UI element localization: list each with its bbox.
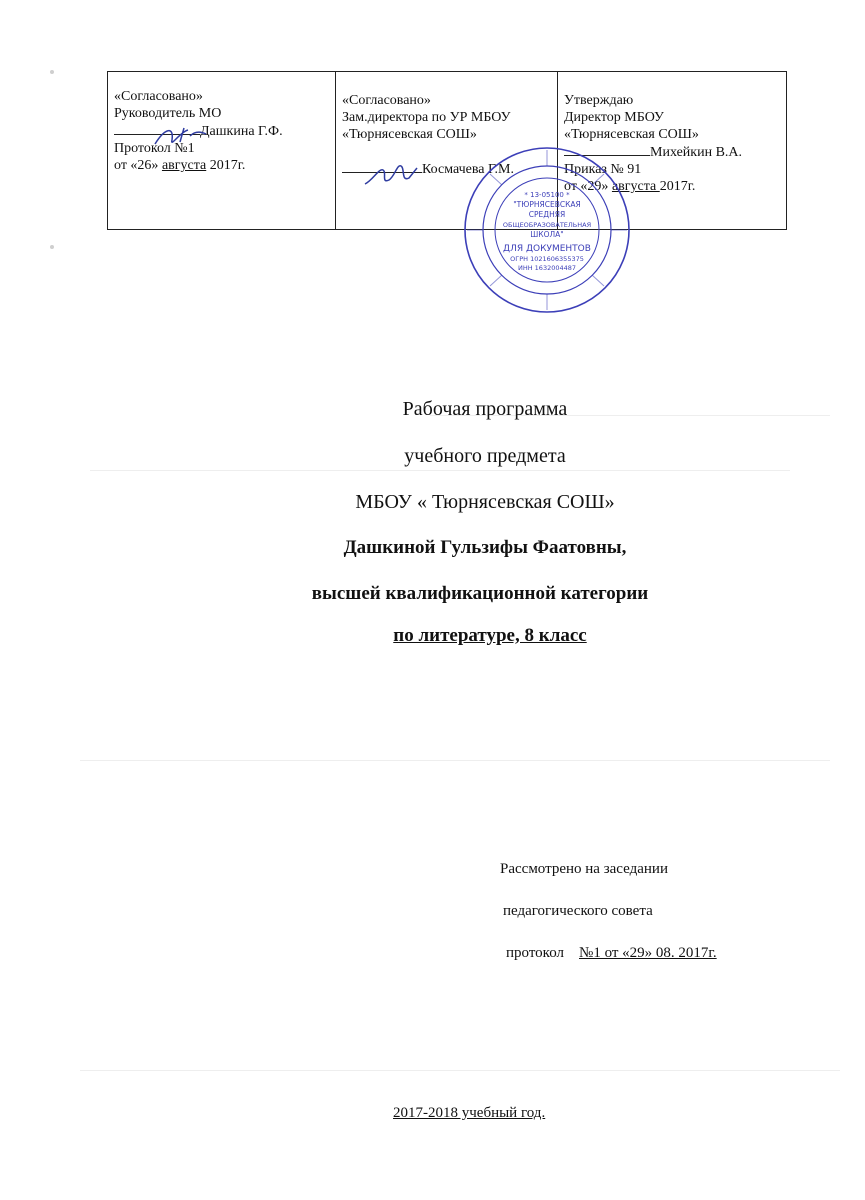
scan-bleed-line [80, 760, 830, 761]
approval-date: от «29» августа 2017г. [564, 179, 696, 194]
reviewed-protocol-value: №1 от «29» 08. 2017г. [579, 945, 717, 961]
punch-hole [50, 70, 54, 74]
stamp-inn: ИНН 1632004487 [517, 264, 577, 272]
school-name-heading: МБОУ « Тюрнясевская СОШ» [355, 491, 615, 513]
teacher-name: Дашкиной Гульзифы Фаатовны, [343, 537, 627, 558]
stamp-line-5: ШКОЛА" [530, 230, 564, 239]
reviewed-line-2: педагогического совета [503, 903, 653, 919]
approval-status: «Согласовано» [114, 89, 203, 104]
approval-date: от «26» августа 2017г. [114, 158, 246, 173]
stamp-line-3: СРЕДНЯЯ [528, 210, 566, 219]
scan-bleed-line [80, 1070, 840, 1071]
approver-position: Директор МБОУ [564, 110, 664, 125]
stamp-ogrn: ОГРН 1021606355375 [510, 255, 584, 263]
approver-position: Руководитель МО [114, 106, 222, 121]
approval-status: «Согласовано» [342, 93, 431, 108]
scan-bleed-line [90, 470, 790, 471]
approver-name: Михейкин В.А. [650, 145, 743, 160]
document-title: Рабочая программа [402, 398, 568, 420]
stamp-line-2: "ТЮРНЯСЕВСКАЯ [513, 200, 581, 209]
school-stamp [462, 145, 632, 315]
approval-cell-mo [108, 72, 335, 229]
approver-signature-line [114, 122, 335, 140]
teacher-category: высшей квалификационной категории [311, 583, 649, 604]
subject-and-grade: по литературе, 8 класс [393, 625, 587, 646]
signature-mark [150, 122, 210, 150]
stamp-docs-label: ДЛЯ ДОКУМЕНТОВ [503, 244, 591, 254]
academic-year: 2017-2018 учебный год. [393, 1105, 546, 1121]
school-name: «Тюрнясевская СОШ» [564, 127, 699, 142]
stamp-line-1: * 13-05100 * [524, 191, 570, 199]
approver-position: Зам.директора по УР МБОУ [342, 110, 511, 125]
reviewed-protocol: протокол №1 от «29» 08. 2017г. [506, 945, 717, 961]
approval-table [107, 71, 787, 230]
stamp-line-4: ОБЩЕОБРАЗОВАТЕЛЬНАЯ [502, 221, 592, 229]
school-name: «Тюрнясевская СОШ» [342, 127, 477, 142]
protocol-number: Протокол №1 [114, 141, 195, 156]
approval-status: Утверждаю [564, 93, 634, 108]
approver-name: Дашкина Г.Ф. [200, 124, 283, 139]
punch-hole [50, 245, 54, 249]
reviewed-line-1: Рассмотрено на заседании [500, 861, 668, 877]
document-subtitle: учебного предмета [404, 445, 566, 467]
order-number: Приказ № 91 [564, 162, 642, 177]
approver-name: Космачева Г.М. [422, 162, 514, 177]
signature-mark [361, 160, 421, 190]
